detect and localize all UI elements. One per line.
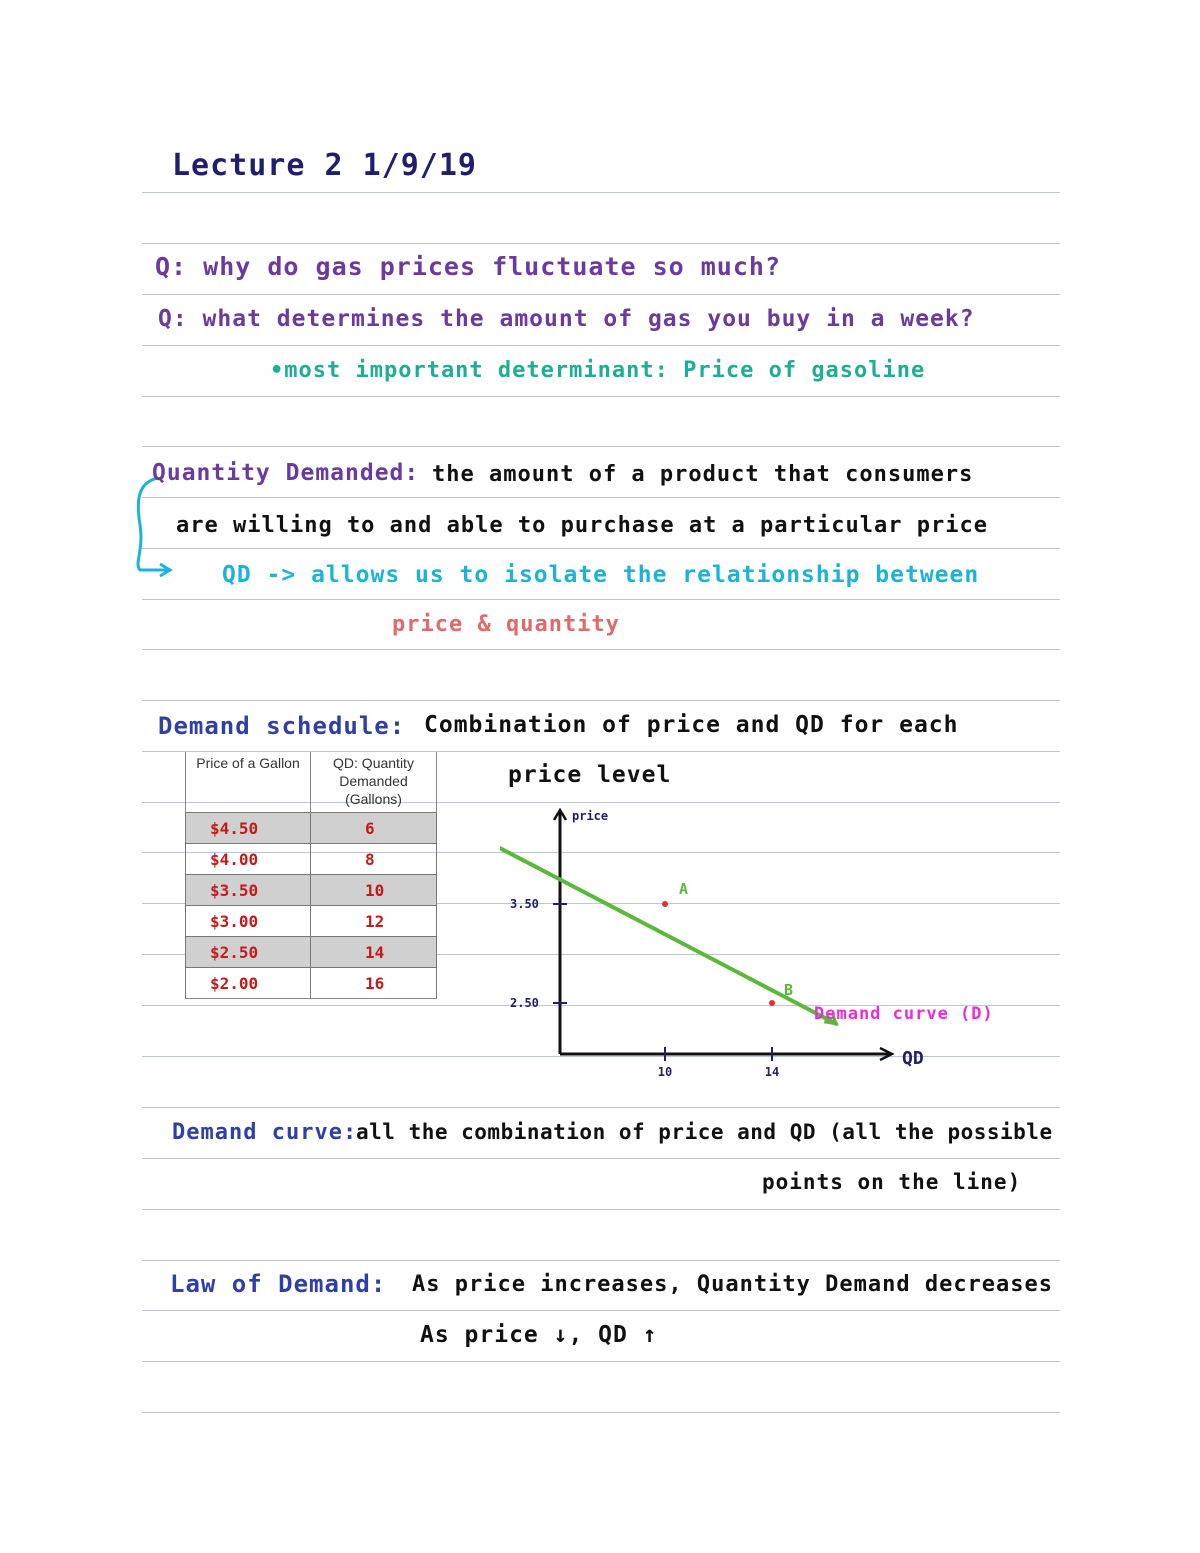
x-tick-label: 14	[764, 1065, 780, 1079]
price-column-header: Price of a Gallon	[186, 752, 311, 813]
qd-cell: 14	[311, 937, 437, 968]
point-b-marker	[769, 1000, 775, 1006]
question-2: Q: what determines the amount of gas you buy in a week?	[158, 306, 975, 332]
rule-line	[142, 1412, 1060, 1413]
demand-curve-def-2: points on the line)	[762, 1170, 1022, 1194]
rule-line	[142, 1209, 1060, 1210]
demand-curve-label: Demand curve (D)	[814, 1004, 994, 1024]
demand-schedule-def-2: price level	[508, 762, 672, 788]
demand-curve-term: Demand curve:	[172, 1120, 358, 1145]
x-axis-label: QD	[902, 1048, 924, 1069]
qd-cell: 6	[311, 813, 437, 844]
price-cell: $2.50	[186, 937, 311, 968]
table-row	[186, 844, 437, 875]
qd-arrow-note: QD -> allows us to isolate the relationship between	[222, 562, 980, 588]
y-tick-label: 3.50	[510, 897, 539, 911]
law-of-demand-term: Law of Demand:	[170, 1270, 387, 1298]
y-tick-label: 2.50	[510, 996, 539, 1010]
rule-line	[142, 192, 1060, 193]
price-cell: $3.50	[186, 875, 311, 906]
rule-line	[142, 243, 1060, 244]
table-row	[186, 813, 437, 844]
price-cell: $4.00	[186, 844, 311, 875]
quantity-demanded-def-1: the amount of a product that consumers	[432, 462, 974, 487]
quantity-demanded-def-2: are willing to and able to purchase at a particular price	[176, 513, 988, 538]
price-cell: $2.00	[186, 968, 311, 999]
demand-schedule-table	[185, 752, 437, 999]
page-title: Lecture 2 1/9/19	[172, 148, 477, 183]
rule-line	[142, 1310, 1060, 1311]
demand-curve-def-1: all the combination of price and QD (all the possible	[356, 1120, 1053, 1144]
rule-line	[142, 700, 1060, 701]
rule-line	[142, 1361, 1060, 1362]
price-cell: $4.50	[186, 813, 311, 844]
rule-line	[142, 548, 1060, 549]
question-1: Q: why do gas prices fluctuate so much?	[155, 252, 781, 281]
table-row	[186, 875, 437, 906]
demand-schedule-term: Demand schedule:	[158, 712, 406, 740]
rule-line	[142, 1107, 1060, 1108]
qd-cell: 16	[311, 968, 437, 999]
rule-line	[142, 396, 1060, 397]
table-row	[186, 906, 437, 937]
important-note: •most important determinant: Price of gasoline	[270, 358, 926, 383]
rule-line	[142, 649, 1060, 650]
demand-curve-chart	[500, 800, 960, 1090]
qd-cell: 8	[311, 844, 437, 875]
law-of-demand-line-2: As price ↓, QD ↑	[420, 1322, 658, 1348]
qd-cell: 10	[311, 875, 437, 906]
rule-line	[142, 1260, 1060, 1261]
qd-arrow-note-2: price & quantity	[392, 612, 620, 637]
table-row	[186, 937, 437, 968]
bracket-arrow-icon	[124, 470, 184, 585]
point-a-marker	[662, 901, 668, 907]
rule-line	[142, 345, 1060, 346]
y-axis-label: price	[572, 809, 609, 823]
rule-line	[142, 497, 1060, 498]
qd-column-header: QD: Quantity Demanded (Gallons)	[311, 752, 437, 813]
qd-cell: 12	[311, 906, 437, 937]
rule-line	[142, 294, 1060, 295]
x-tick-label: 10	[657, 1065, 673, 1079]
table-row	[186, 968, 437, 999]
point-b-label: B	[784, 981, 794, 999]
quantity-demanded-term: Quantity Demanded:	[152, 460, 420, 486]
price-cell: $3.00	[186, 906, 311, 937]
table-header-row	[186, 752, 437, 813]
rule-line	[142, 446, 1060, 447]
point-a-label: A	[679, 880, 689, 898]
law-of-demand-line-1: As price increases, Quantity Demand decreases	[412, 1272, 1054, 1297]
rule-line	[142, 599, 1060, 600]
rule-line	[142, 1158, 1060, 1159]
demand-schedule-def-1: Combination of price and QD for each	[424, 712, 959, 738]
